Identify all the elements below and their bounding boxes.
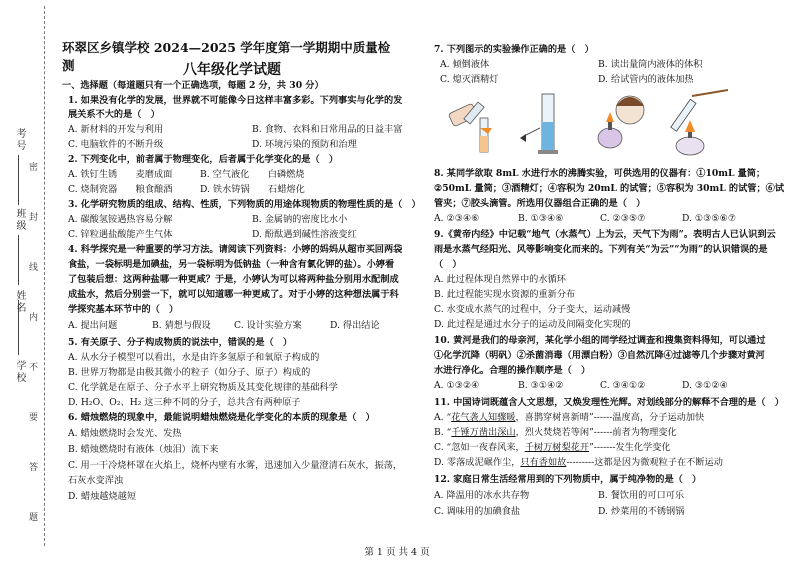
q4-line: 学探究基本环节中的（ ） xyxy=(68,304,179,315)
q9-option-b: B. 此过程能实现水资源的重新分布 xyxy=(434,289,576,300)
q8-line: 管夹；⑦胶头滴管。所选用仪器组合正确的是（ ） xyxy=(434,198,646,209)
q5-option-a: A. 从水分子模型可以看出，水是由许多氢原子和氧原子构成的 xyxy=(68,352,320,363)
q3-option-b: B. 金属钠的密度比水小 xyxy=(252,214,348,225)
q7-option-a: A. 倾倒液体 xyxy=(440,59,490,70)
q6-option-d: D. 蜡烛越烧越短 xyxy=(68,491,137,502)
q2-option-d: D. 铁水铸锅 石蜡熔化 xyxy=(200,184,305,195)
alcohol-lamp-illustration xyxy=(598,96,644,148)
q11-option-a: A. “花气袭人知骤暖，喜鹊穿树喜新晴”------温度高，分子运动加快 xyxy=(434,412,705,423)
test-tube-heating-illustration xyxy=(671,90,728,155)
seal-word: 不 xyxy=(29,363,39,373)
name-blank xyxy=(18,235,19,285)
q10-line: ①化学沉降（明矾）②杀菌消毒（用漂白粉）③自然沉降④过滤等几个步骤对黄河 xyxy=(434,350,765,361)
q4-line: 4. 科学探究是一种重要的学习方法。请阅读下列资料：小婷的妈妈从超市买回两袋 xyxy=(68,244,403,255)
q10-option-a: A. ①③②④ xyxy=(434,380,480,391)
q4-line: 成盐水，然后分别尝一下，就可以知道哪一种更咸了。对于小婷的这种想法属于科 xyxy=(68,289,399,300)
seal-word: 密 xyxy=(29,163,39,173)
q12-option-a: A. 降温用的冰水共存物 xyxy=(434,490,530,501)
q4-option-d: D. 得出结论 xyxy=(330,320,380,331)
q7-option-b: B. 读出量筒内液体的体积 xyxy=(598,59,703,70)
q9-option-a: A. 此过程体现自然界中的水循环 xyxy=(434,274,566,285)
q4-line: 食盐，一袋标明是加碘盐，另一袋标明为低钠盐（一种含有氯化钾的盐）。小婷看 xyxy=(68,259,395,270)
section-heading: 一、选择题（每道题只有一个正确选项，每题 2 分，共 30 分） xyxy=(62,80,324,91)
q6-option-b: B. 蜡烛燃烧时有液体（烛泪）流下来 xyxy=(68,444,219,455)
q5-option-b: B. 世界万物都是由极其微小的粒子（如分子、原子）构成的 xyxy=(68,367,311,378)
exam-title: 环翠区乡镇学校 2024—2025 学年度第一学期期中质量检测 xyxy=(62,40,391,73)
q3-option-a: A. 碳酸氢铵遇热容易分解 xyxy=(68,214,173,225)
q4-line: 了包装后想：这两种盐哪一种更咸？于是，小婷认为可以将两种盐分别用水配制成 xyxy=(68,274,399,285)
q9-line: 9.《黄帝内经》中记载“地气（水蒸气）上为云，天气下为雨”。表明古人已认识到云 xyxy=(434,229,776,240)
q1-option-a: A. 新材料的开发与利用 xyxy=(68,124,164,135)
q12-stem: 12. 家庭日常生活经常用到的下列物质中，属于纯净物的是（ ） xyxy=(434,474,702,485)
seal-word: 要 xyxy=(29,413,39,423)
q7-stem: 7. 下列图示的实验操作正确的是（ ） xyxy=(434,44,594,55)
q12-option-d: D. 炒菜用的不锈钢锅 xyxy=(598,506,685,517)
q9-option-c: C. 水变成水蒸气的过程中，分子变大，运动减慢 xyxy=(434,304,631,315)
q8-option-d: D. ①③⑤⑥⑦ xyxy=(682,213,737,224)
seal-word: 封 xyxy=(29,213,39,223)
q3-stem: 3. 化学研究物质的组成、结构、性质，下列物质的用途体现物质的物理性质的是（ ） xyxy=(68,199,421,210)
pouring-liquid-illustration xyxy=(448,102,492,152)
q10-line: 水进行净化。合理的操作顺序是（ ） xyxy=(434,365,591,376)
q8-option-b: B. ①③④⑥ xyxy=(518,213,564,224)
q4-option-c: C. 设计实验方案 xyxy=(234,320,302,331)
q11-option-b: B. “千锤万凿出深山，烈火焚烧若等闲”------前者为物理变化 xyxy=(434,427,677,438)
q9-line: （ ） xyxy=(434,259,462,270)
q11-option-d: D. 零落成泥碾作尘，只有香如故---------这都是因为微观粒子在不断运动 xyxy=(434,457,723,468)
page-footer: 第 1 页 共 4 页 xyxy=(364,547,430,558)
q4-option-b: B. 猜想与假设 xyxy=(152,320,211,331)
q11-stem: 11. 中国诗词既蕴含人文思想，又焕发理性光辉。对划线部分的解释不合理的是（ ） xyxy=(434,397,784,408)
q4-option-a: A. 提出问题 xyxy=(68,320,118,331)
q8-line: 8. 某同学欲取 8mL 水进行水的沸腾实验，可供选用的仪器有：①10mL 量筒； xyxy=(434,168,766,179)
q3-option-d: D. 酚酞遇到碱性溶液变红 xyxy=(252,229,357,240)
q1-option-b: B. 食物、衣料和日常用品的日益丰富 xyxy=(252,124,403,135)
exam-no-label: 考号 xyxy=(14,128,25,152)
q6-option-c: C. 用一干冷烧杯罩在火焰上，烧杯内壁有水雾，迅速加入少量澄清石灰水，振荡， xyxy=(68,460,403,471)
q8-option-c: C. ②③⑤⑦ xyxy=(600,213,646,224)
q5-option-c: C. 化学就是在原子、分子水平上研究物质及其变化规律的基础科学 xyxy=(68,382,338,393)
q3-option-c: C. 锌粒遇盐酸能产生气体 xyxy=(68,229,173,240)
class-blank xyxy=(18,155,19,205)
q11-option-c: C. “忽如一夜春风来，千树万树梨花开”-------发生化学变化 xyxy=(434,442,671,453)
graduated-cylinder-illustration xyxy=(520,94,558,154)
q1-stem-cont: 展关系不大的是（ ） xyxy=(68,109,160,120)
class-label: 班级 xyxy=(14,208,25,232)
q7-option-c: C. 熄灭酒精灯 xyxy=(440,74,499,85)
q2-stem: 2. 下列变化中，前者属于物理变化，后者属于化学变化的是（ ） xyxy=(68,154,339,165)
name-label: 姓名 xyxy=(14,290,25,314)
q10-line: 10. 黄河是我们的母亲河，某化学小组的同学经过调查和搜集资料得知，可以通过 xyxy=(434,335,766,346)
q9-option-d: D. 此过程是通过水分子的运动及间隔变化实现的 xyxy=(434,319,631,330)
school-label: 学校 xyxy=(14,360,25,384)
q5-option-d: D. H₂O、O₂、H₂ 这三种不同的分子，总共含有两种原子 xyxy=(68,397,301,408)
q2-option-c: C. 烧制瓷器 粮食酿酒 xyxy=(68,184,173,195)
q5-stem: 5. 有关原子、分子构成物质的说法中，错误的是（ ） xyxy=(68,337,293,348)
q10-option-d: D. ③①②④ xyxy=(682,380,728,391)
q1-stem: 1. 如果没有化学的发展，世界就不可能像今日这样丰富多彩。下列事实与化学的发 xyxy=(68,95,403,106)
q12-option-c: C. 调味用的加碘食盐 xyxy=(434,506,521,517)
q1-option-c: C. 电脑软件的不断升级 xyxy=(68,139,164,150)
seal-word: 内 xyxy=(29,313,39,323)
seal-word: 线 xyxy=(29,263,39,273)
q7-option-d: D. 给试管内的液体加热 xyxy=(598,74,694,85)
q10-option-b: B. ③①④② xyxy=(518,380,564,391)
experiment-illustrations xyxy=(440,88,740,158)
q6-option-c-cont: 石灰水变浑浊 xyxy=(68,475,124,486)
fold-line xyxy=(44,6,45,546)
seal-word: 题 xyxy=(29,513,39,523)
q8-option-a: A. ②③④⑥ xyxy=(434,213,480,224)
q9-line: 雨是水蒸气经阳光、风等影响变化而来的。下列有关“为云”“为雨”的认识错误的是 xyxy=(434,244,768,255)
exam-subtitle: 八年级化学试题 xyxy=(183,62,281,78)
binding-margin xyxy=(6,128,40,550)
q6-option-a: A. 蜡烛燃烧时会发光、发热 xyxy=(68,428,182,439)
q8-line: ②50mL 量筒；③酒精灯；④容积为 20mL 的试管；⑤容积为 30mL 的试管；⑥试 xyxy=(434,183,785,194)
seal-word: 答 xyxy=(29,463,39,473)
q2-option-b: B. 空气液化 白磷燃烧 xyxy=(200,169,305,180)
q10-option-c: C. ③④①② xyxy=(600,380,646,391)
q1-option-d: D. 环境污染的预防和治理 xyxy=(252,139,357,150)
q2-option-a: A. 铁钉生锈 麦磨成面 xyxy=(68,169,173,180)
q12-option-b: B. 餐饮用的可口可乐 xyxy=(598,490,685,501)
q6-stem: 6. 蜡烛燃烧的现象中，最能说明蜡烛燃烧是化学变化的本质的现象是（ ） xyxy=(68,412,375,423)
